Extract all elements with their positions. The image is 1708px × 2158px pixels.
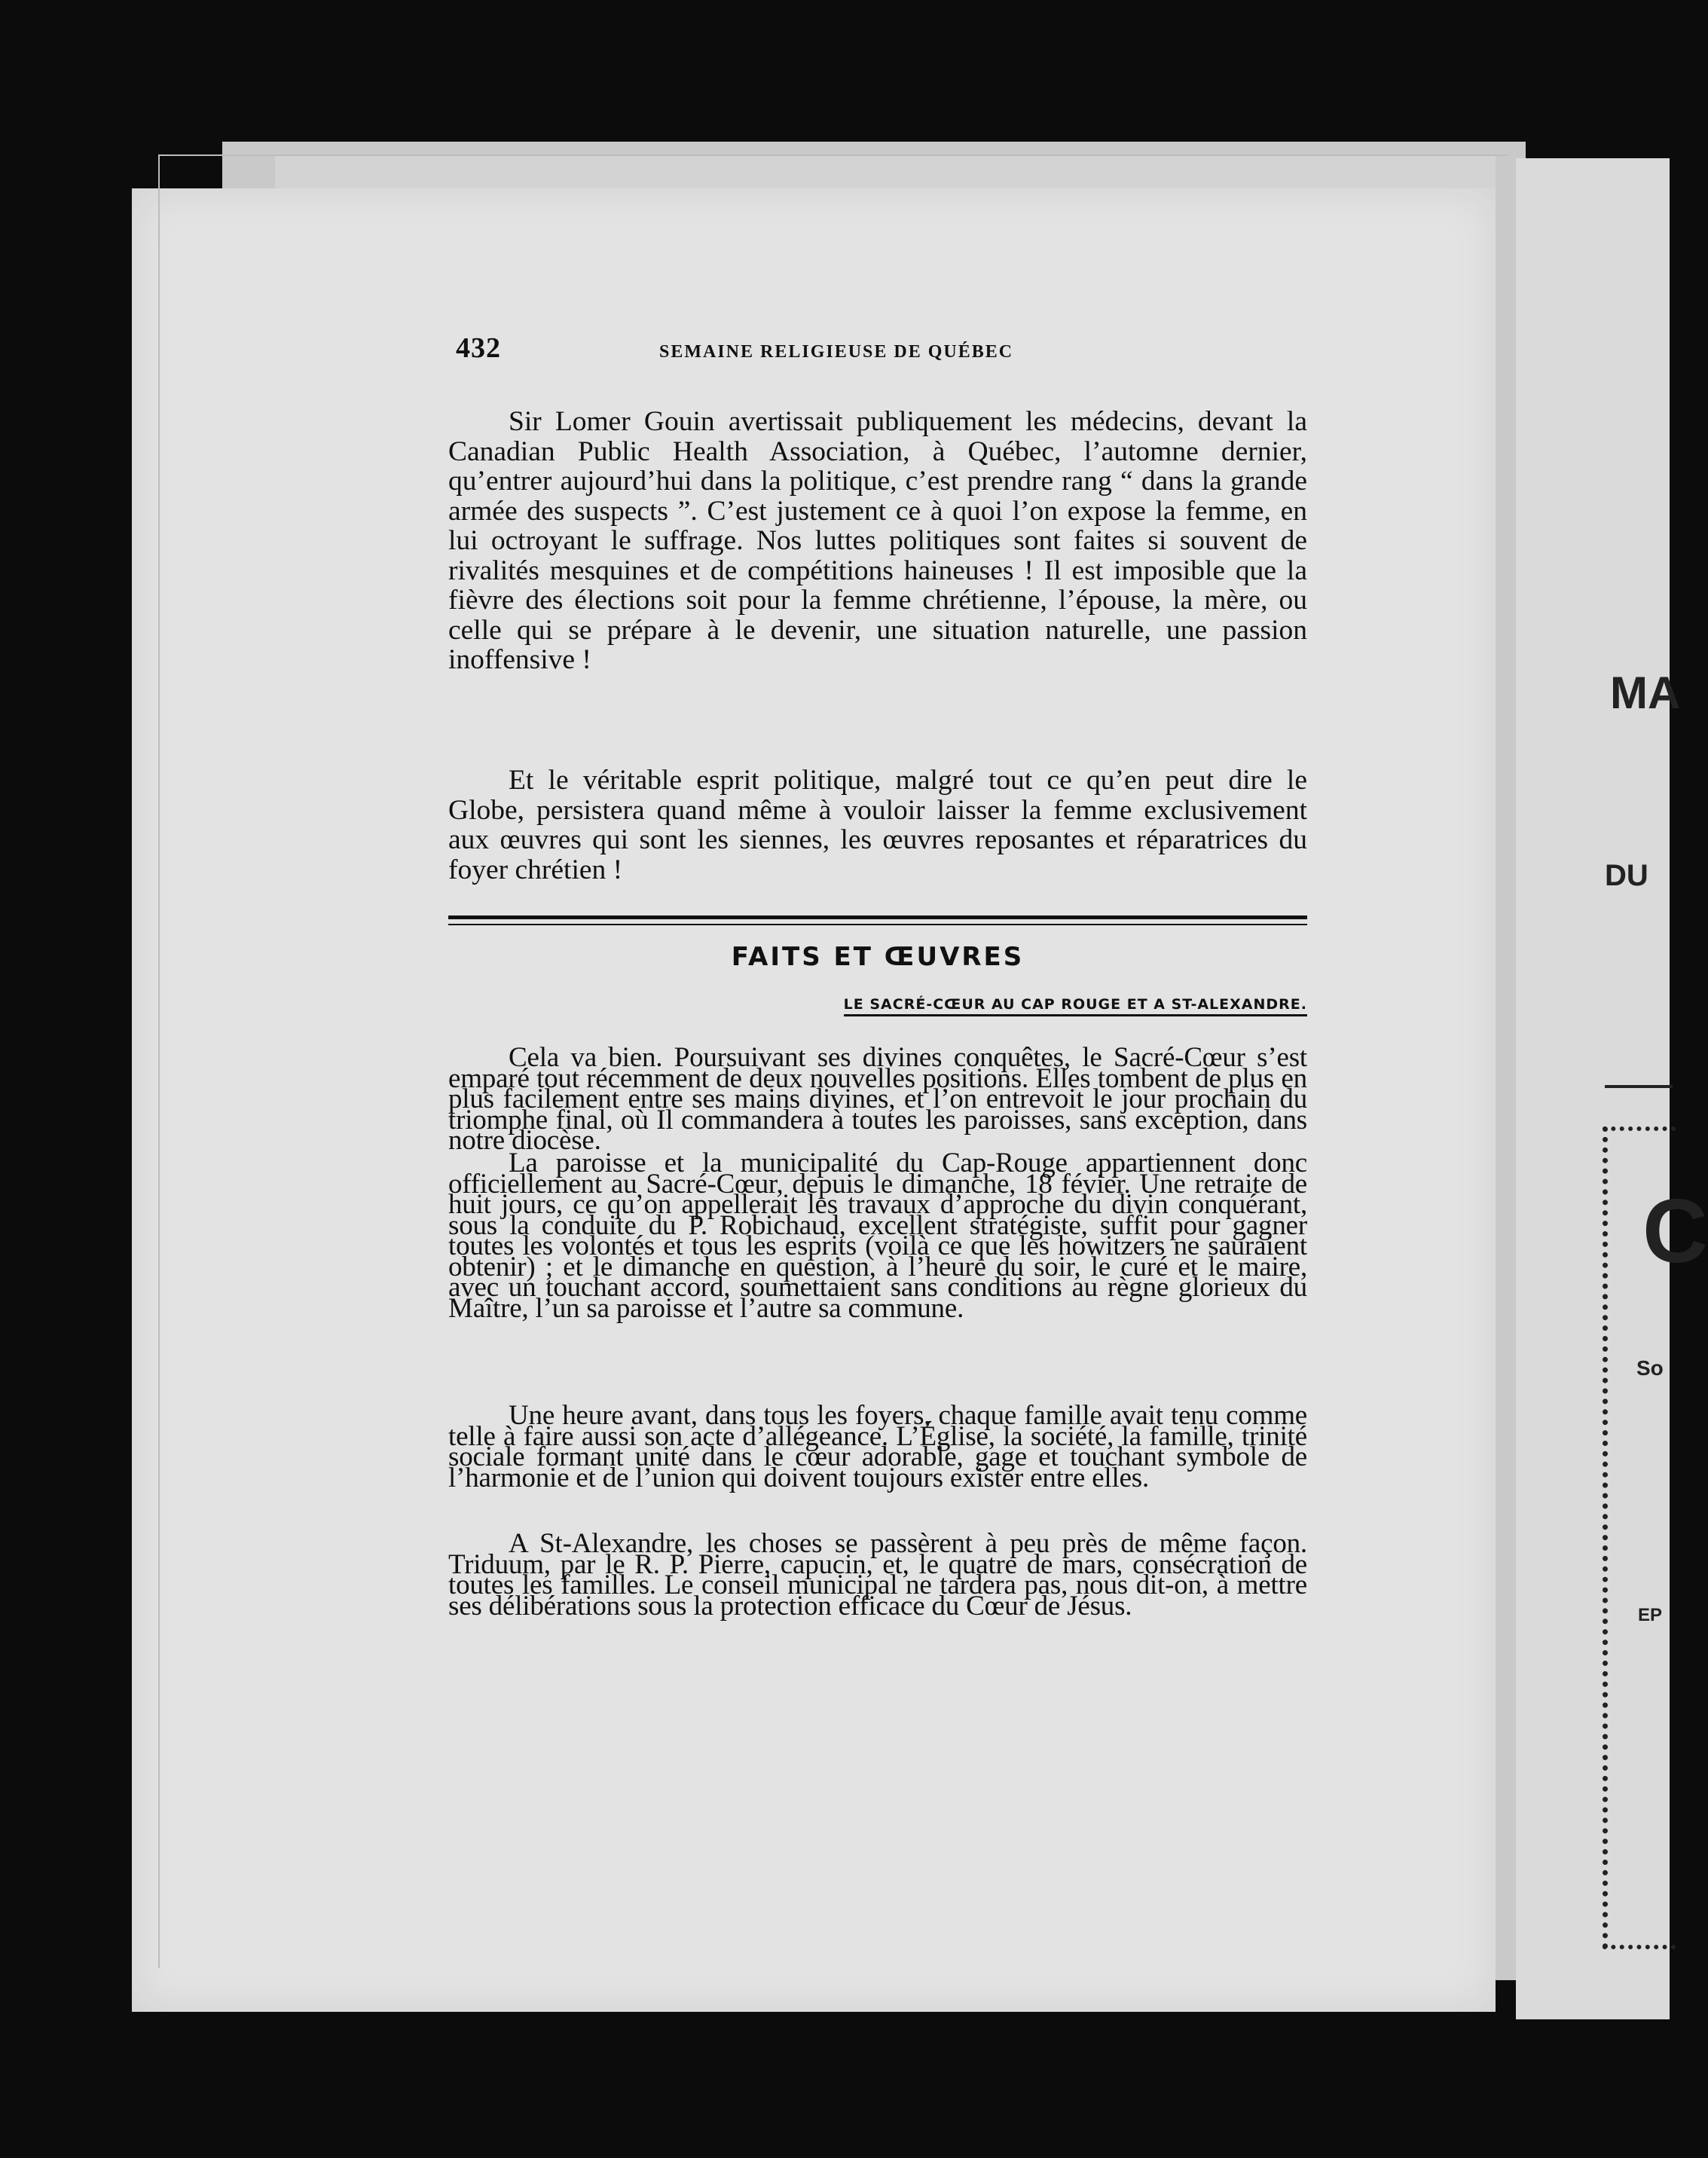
adjacent-text-fragment: DU xyxy=(1605,859,1648,892)
paragraph: Sir Lomer Gouin avertissait publiquement les médecins, devant la Canadian Public Health Association, à Québec, l’automne dernier, qu’entrer aujourd’hui dans la politique, c’est prendre rang “ dans la grande armée des suspects ”. C’est justement ce à quoi l’on expose la femme, en lui octroyant le suffrage. Nos luttes politiques sont faites si souvent de rivalités mesquines et de compétitions haineuses ! Il est imposible que la fièvre des élections soit pour la femme chrétienne, l’épouse, la mère, ou celle qui se prépare à le devenir, une situation naturelle, une passion inoffensive ! xyxy=(448,406,1307,675)
adjacent-text-fragment: So xyxy=(1636,1356,1664,1380)
section-divider xyxy=(448,924,1307,925)
paragraph: A St-Alexandre, les choses se passèrent à peu près de même façon. Triduum, par le R. P. Pierre, capucin, et, le quatre de mars, consécration de toutes les familles. Le conseil municipal ne tardera pas, nous dit-on, à mettre ses délibérations sous la protection efficace du Cœur de Jésus. xyxy=(448,1528,1307,1622)
adjacent-text-fragment: EP xyxy=(1638,1605,1663,1625)
adjacent-text-fragment: MA xyxy=(1610,668,1681,718)
paragraph: Et le véritable esprit politique, malgré tout ce qu’en peut dire le Globe, persistera quand même à vouloir laisser la femme exclusivement aux œuvres qui sont les siennes, les œuvres reposantes et réparatrices du foyer chrétien ! xyxy=(448,765,1307,885)
adjacent-rule xyxy=(1605,1085,1673,1088)
journal-title: SEMAINE RELIGIEUSE DE QUÉBEC xyxy=(659,342,1014,362)
page-number: 432 xyxy=(456,332,501,364)
paragraph: Cela va bien. Poursuivant ses divines conquêtes, le Sacré-Cœur s’est emparé tout récemment de deux nouvelles positions. Elles tombent de plus en plus facilement entre ses mains divines, et l’on entrevoit le jour prochain du triomphe final, où Il commandera à toutes les paroisses, sans exception, dans notre diocèse. xyxy=(448,1042,1307,1156)
section-subtitle: LE SACRÉ-CŒUR AU CAP ROUGE ET A ST-ALEXANDRE. xyxy=(844,996,1307,1016)
running-head xyxy=(448,332,1307,369)
section-divider xyxy=(448,915,1307,919)
section-title: FAITS ET ŒUVRES xyxy=(731,942,1025,972)
adjacent-page xyxy=(1516,158,1708,2019)
paragraph: La paroisse et la municipalité du Cap-Rouge appartiennent donc officiellement au Sacré-Cœur, depuis le dimanche, 18 févier. Une retraite de huit jours, ce qu’on appellerait les travaux d’approche du divin conquérant, sous la conduite du P. Robichaud, excellent stratégiste, suffit pour gagner toutes les volontés et tous les esprits (voilà ce que les howitzers ne sauraient obtenir) ; et le dimanche en question, à l’heure du soir, le curé et le maire, avec un touchant accord, soumettaient sans conditions au règne glorieux du Maître, l’un sa paroisse et l’autre sa commune. xyxy=(448,1148,1307,1324)
paragraph: Une heure avant, dans tous les foyers, chaque famille avait tenu comme telle à faire aussi son acte d’allégeance. L’Église, la société, la famille, trinité sociale formant unité dans le cœur adorable, gage et touchant symbole de l’harmonie et de l’union qui doivent toujours exister entre elles. xyxy=(448,1400,1307,1493)
adjacent-text-fragment: C xyxy=(1642,1181,1708,1282)
